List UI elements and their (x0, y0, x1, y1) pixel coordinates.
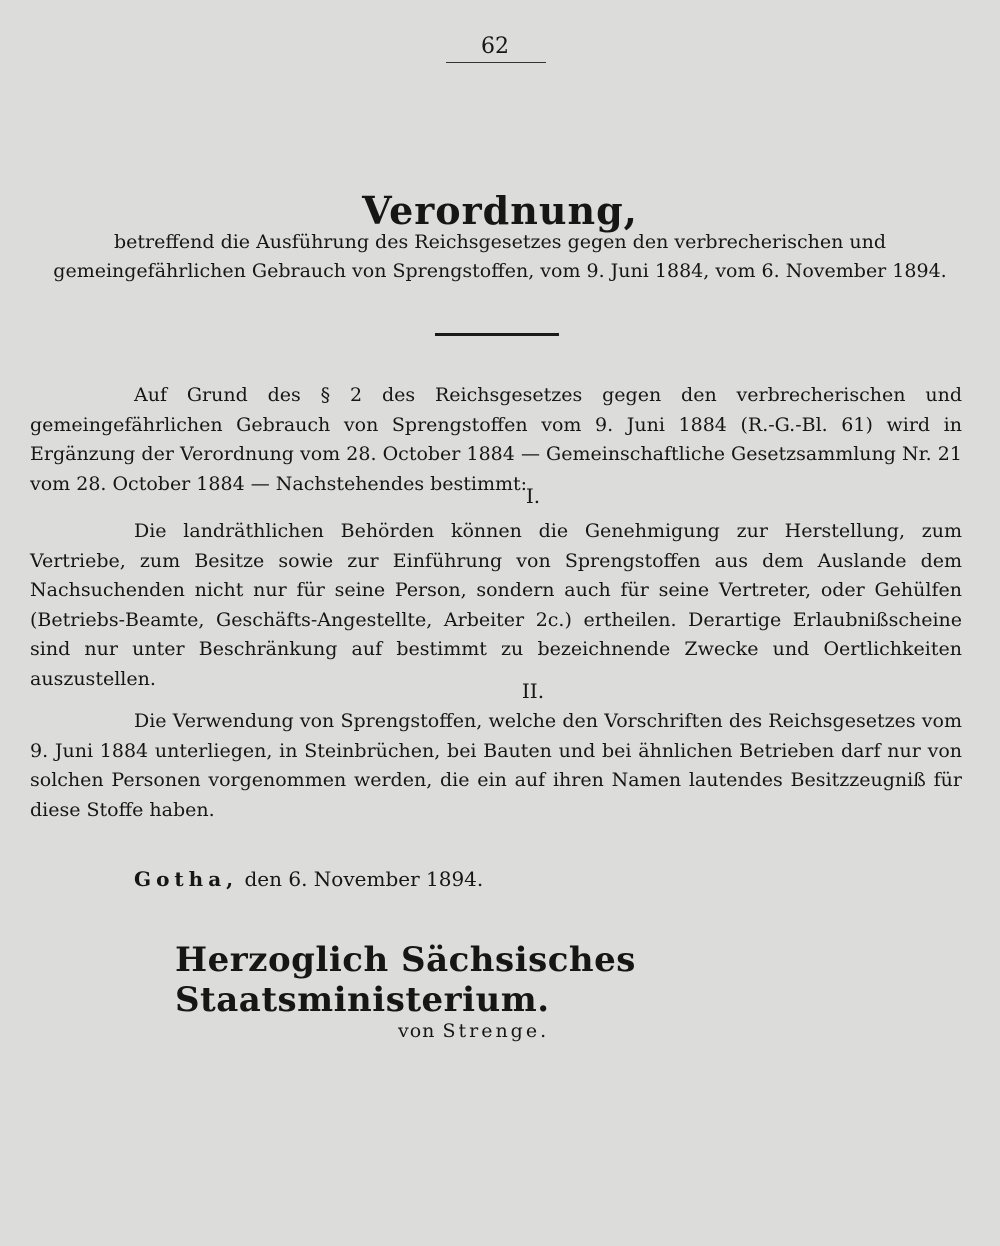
title-divider (435, 333, 559, 336)
signature (398, 1020, 549, 1042)
signature-prefix: von (398, 1020, 436, 1042)
section-text-2: Die Verwendung von Sprengstoffen, welche den Vorschriften des Reichsgesetzes vom 9. Juni 1884 unterliegen, in Steinbrüchen, bei Bauten und bei ähnlichen Betrieben darf nur von solchen Personen vorgenommen werden, die ein auf ihren Namen lautendes Besitzzeugniß für diese Stoffe haben. (30, 710, 962, 821)
ministry-name: Herzoglich Sächsisches Staatsministerium. (175, 940, 636, 1020)
document-subtitle: betreffend die Ausführung des Reichsgesetzes gegen den verbrecherischen und gemeingefährlichen Gebrauch von Sprengstoffen, vom 9. Juni 1884, vom 6. November 1894. (53, 231, 947, 282)
page-number-rule (446, 62, 546, 63)
intro-paragraph: Auf Grund des § 2 des Reichsgesetzes gegen den verbrecherischen und gemeingefährlichen Gebrauch von Sprengstoffen vom 9. Juni 1884 (R.-G.-Bl. 61) wird in Ergänzung der Verordnung vom 28. October 1884 — Gemeinschaftliche Gesetzsammlung Nr. 21 vom 28. October 1884 — Nachstehendes bestimmt: (30, 384, 962, 495)
dateline-date: den 6. November 1894. (244, 867, 484, 891)
section-number-2: II. (521, 679, 545, 703)
section-number-1: I. (525, 484, 541, 508)
page-number: 62 (481, 34, 509, 59)
dateline (134, 867, 483, 891)
document-title: Verordnung, (362, 188, 638, 233)
section-text-1: Die landräthlichen Behörden können die Genehmigung zur Herstellung, zum Vertriebe, zum Besitze sowie zur Einführung von Sprengstoffen aus dem Auslande dem Nachsuchenden nicht nur für seine Person, sondern auch für seine Vertreter, oder Gehülfen (Betriebs-Beamte, Geschäfts-Angestellte, Arbeiter 2c.) ertheilen. Derartige Erlaubnißscheine sind nur unter Beschränkung auf bestimmt zu bezeichnende Zwecke und Oertlichkeiten auszustellen. (30, 520, 962, 690)
dateline-place: Gotha, (134, 867, 239, 891)
signature-name: Strenge. (442, 1020, 550, 1042)
